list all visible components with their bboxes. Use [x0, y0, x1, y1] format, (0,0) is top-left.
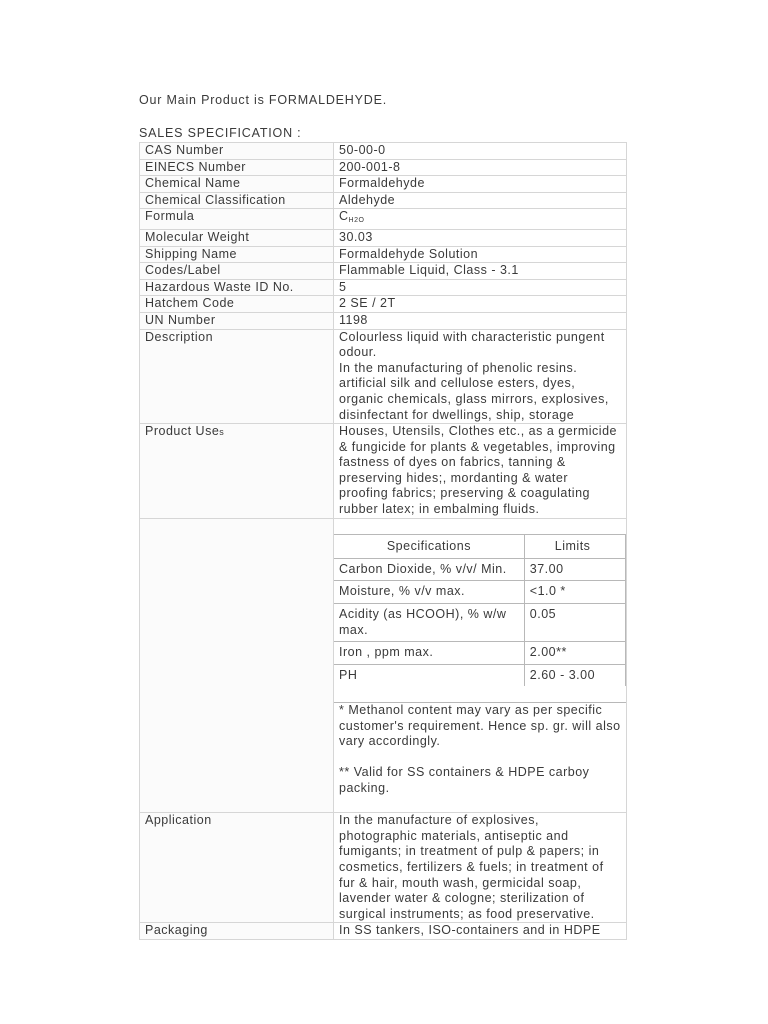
- row-label-empty: [140, 518, 334, 813]
- row-label: Molecular Weight: [140, 229, 334, 246]
- row-label: Formula: [140, 209, 334, 230]
- table-row: [140, 192, 627, 209]
- specifications-header-row: [334, 535, 626, 559]
- sales-specification-table: [139, 142, 627, 940]
- table-row: [140, 813, 627, 923]
- spec-name: PH: [334, 664, 524, 686]
- specifications-cell: [334, 518, 627, 813]
- row-value: 200-001-8: [334, 159, 627, 176]
- row-value: 50-00-0: [334, 143, 627, 160]
- table-row: [140, 263, 627, 280]
- row-value: Formaldehyde: [334, 176, 627, 193]
- row-label: UN Number: [140, 312, 334, 329]
- spec-row: [334, 642, 626, 665]
- table-row: [140, 229, 627, 246]
- packing-note: ** Valid for SS containers & HDPE carboy packing.: [339, 765, 590, 795]
- table-row: [140, 279, 627, 296]
- row-value: In the manufacture of explosives, photographic materials, antiseptic and fumigants; in treatment of pulp & papers; in cosmetics, fertilizers & fuels; in treatment of fur & hair, mouth wash, germicidal soap, lavender water & cologne; sterilization of surgical instruments; as food preservative.: [334, 813, 627, 923]
- specifications-table: [334, 534, 626, 686]
- table-row: [140, 176, 627, 193]
- row-label: Hazardous Waste ID No.: [140, 279, 334, 296]
- spec-limit: 2.00**: [524, 642, 625, 665]
- table-row: [140, 246, 627, 263]
- intro-text: Our Main Product is FORMALDEHYDE.: [139, 93, 387, 107]
- formula-subscript: H2O: [348, 217, 365, 225]
- table-row: [140, 923, 627, 940]
- table-row: [140, 424, 627, 519]
- table-row: [140, 312, 627, 329]
- table-row: [140, 209, 627, 230]
- formula-value: [334, 209, 627, 230]
- spec-limit: 0.05: [524, 604, 625, 642]
- methanol-note: * Methanol content may vary as per specific customer's requirement. Hence sp. gr. will also vary accordingly.: [334, 702, 626, 750]
- spec-row: [334, 664, 626, 686]
- row-value: Houses, Utensils, Clothes etc., as a germicide & fungicide for plants & vegetables, improving fastness of dyes on fabrics, tanning & preserving hides;, mordanting & water proofing fabrics; preserving & coagulating rubber latex; in embalming fluids.: [334, 424, 627, 519]
- specifications-row: [140, 518, 627, 813]
- spec-name: Moisture, % v/v max.: [334, 581, 524, 604]
- spec-row: [334, 581, 626, 604]
- spec-limit: 2.60 - 3.00: [524, 664, 625, 686]
- row-value: 2 SE / 2T: [334, 296, 627, 313]
- row-label: CAS Number: [140, 143, 334, 160]
- row-label: Application: [140, 813, 334, 923]
- row-label: Hatchem Code: [140, 296, 334, 313]
- row-value: 1198: [334, 312, 627, 329]
- row-value: In SS tankers, ISO-containers and in HDPE: [334, 923, 627, 940]
- spec-row: [334, 604, 626, 642]
- specifications-column-header: Specifications: [334, 535, 524, 559]
- limits-column-header: Limits: [524, 535, 625, 559]
- spec-limit: 37.00: [524, 558, 625, 581]
- product-uses-label: Product Use: [145, 424, 220, 439]
- row-label: Description: [140, 329, 334, 424]
- spec-limit: <1.0 *: [524, 581, 625, 604]
- product-uses-label-suffix: s: [219, 427, 225, 438]
- row-label: [140, 424, 334, 519]
- row-value: Aldehyde: [334, 192, 627, 209]
- table-row: [140, 159, 627, 176]
- spec-name: Carbon Dioxide, % v/v/ Min.: [334, 558, 524, 581]
- row-label: Chemical Classification: [140, 192, 334, 209]
- spec-name: Iron , ppm max.: [334, 642, 524, 665]
- row-value: 30.03: [334, 229, 627, 246]
- row-label: EINECS Number: [140, 159, 334, 176]
- section-heading: SALES SPECIFICATION :: [139, 126, 302, 140]
- table-row: [140, 143, 627, 160]
- row-value: Formaldehyde Solution: [334, 246, 627, 263]
- row-label: Chemical Name: [140, 176, 334, 193]
- spec-name: Acidity (as HCOOH), % w/w max.: [334, 604, 524, 642]
- row-label: Packaging: [140, 923, 334, 940]
- row-label: Shipping Name: [140, 246, 334, 263]
- table-row: [140, 329, 627, 424]
- row-value: Flammable Liquid, Class - 3.1: [334, 263, 627, 280]
- formula-main: C: [339, 209, 349, 224]
- spec-row: [334, 558, 626, 581]
- row-value: Colourless liquid with characteristic pungent odour. In the manufacturing of phenolic resins. artificial silk and cellulose esters, dyes, organic chemicals, glass mirrors, explosives, disinfectant for dwellings, ship, storage: [334, 329, 627, 424]
- table-row: [140, 296, 627, 313]
- row-label: Codes/Label: [140, 263, 334, 280]
- row-value: 5: [334, 279, 627, 296]
